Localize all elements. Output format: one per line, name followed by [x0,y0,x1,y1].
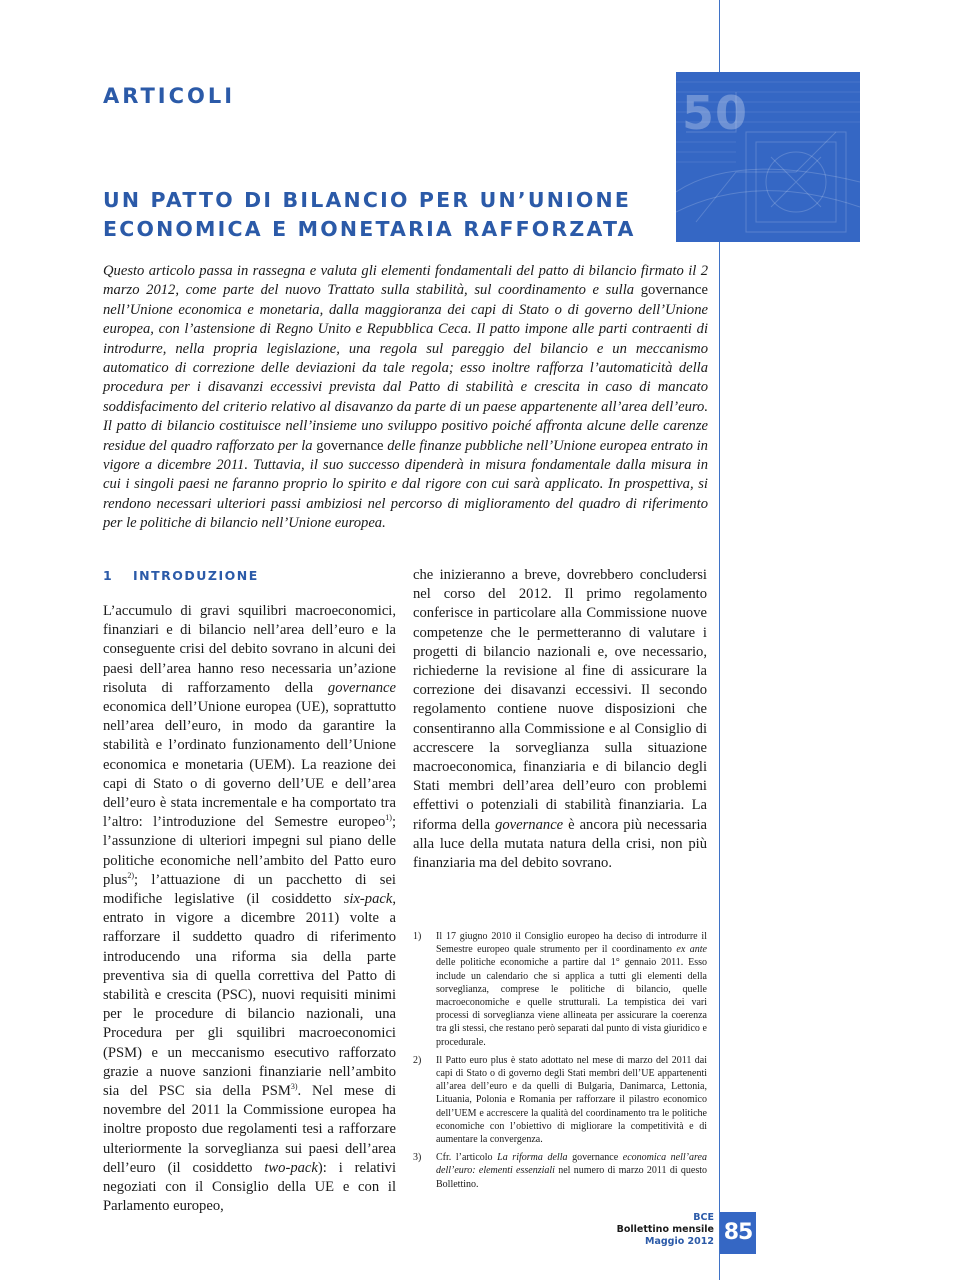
footnote: 3) Cfr. l’articolo La riforma della governance economica nell’area dell’euro: elementi essenziali nel numero di marzo 2011 di questo Bollettino. [413,1152,708,1190]
footnote-ref-1[interactable]: 1) [385,813,392,823]
article-title: UN PATTO DI BILANCIO PER UN’UNIONE ECONOMICA E MONETARIA RAFFORZATA [103,188,636,241]
section-number: 1 [103,568,114,583]
section-label: ARTICOLI [103,84,236,108]
publisher-label: BCE [693,1212,714,1223]
publication-label: Bollettino mensile [616,1224,714,1235]
section-heading [103,568,259,583]
banknote-number: 50 [682,86,749,140]
banknote-illustration [676,72,860,242]
footnote-ref-3[interactable]: 3) [290,1082,298,1092]
footnote: 1) Il 17 giugno 2010 il Consiglio europeo ha deciso di introdurre il Semestre europeo quale strumento per il coordinamento ex ante delle politiche economiche a partire dal 1° gennaio 2011. Esso include un calendario che si applica a tutti gli elementi della sorveglianza, comprese le politiche di bilancio, quelle macroeconomiche e quelle strutturali. La tempistica dei vari processi di sorveglianza viene allineata per assicurare la coerenza tra gli stessi, che restano però separati dal punto di vista giuridico e procedurale. [413,931,707,1048]
footnotes [413,930,707,1196]
page-number: 85 [720,1212,756,1254]
section-title: INTRODUZIONE [133,568,259,583]
footnote: 2) Il Patto euro plus è stato adottato nel mese di marzo del 2011 dai capi di Stato o di governo degli Stati membri dell’UE appartenenti all’area dell’euro e da quelli di Bulgaria, Danimarca, Lettonia, Lituania, Polonia e Romania per rafforzare il pilastro economico dell’UEM e accrescere la qualità del coordinamento tra le politiche economiche con l’obiettivo di migliorare la competitività e di aumentare la convergenza. [413,1054,707,1146]
body-column-left: L’accumulo di gravi squilibri macroeconomici, finanziari e di bilancio nell’area dell’euro e la conseguente crisi del debito sovrano in alcuni dei paesi dell’area hanno reso necessaria un’azione risoluta di rafforzamento della governance economica dell’Unione europea (UE), soprattutto nell’area dell’euro, in modo da garantire la stabilità e l’ordinato funzionamento dell’Unione economica e monetaria (UEM). La reazione dei capi di Stato o di governo dell’UE e dell’area dell’euro è stata incrementale e ha comportato tra l’altro: l’introduzione del Semestre europeo$^{1)}$; l’assunzione di ulteriori impegni sul piano delle politiche economiche nell’ambito del Patto euro plus$^{2)}$; l’attuazione di un pacchetto di sei modifiche legislative (il cosiddetto six-pack, entrato in vigore a dicembre 2011) volte a rafforzare il suddetto quadro di riferimento introducendo una riforma sia della parte preventiva sia di quella correttiva del Patto di stabilità e crescita (PSC), nuovi requisiti minimi per le procedure di bilancio nazionali, una Procedura per gli squilibri macroeconomici (PSM) e un meccanismo esecutivo rafforzato grazie a nuove sanzioni finanziarie nell’ambito sia del PSC sia della PSM$^{3)}$. Nel mese di novembre del 2011 la Commissione europea ha inoltre proposto due regolamenti tesi a rafforzare ulteriormente la sorveglianza sui paesi dell’area dell’euro (il cosiddetto two-pack): i relativi negoziati con il Consiglio della UE e con il Parlamento europeo, [103,603,396,1215]
issue-label: Maggio 2012 [645,1236,714,1247]
footnote-ref-2[interactable]: 2) [127,870,134,880]
abstract: Questo articolo passa in rassegna e valuta gli elementi fondamentali del patto di bilancio firmato il 2 marzo 2012, come parte del nuovo Trattato sulla stabilità, sul coordinamento e sulla governance nell’Unione economica e monetaria, dalla maggioranza dei capi di Stato o di governo dell’Unione europea, con l’astensione di Regno Unito e Repubblica Ceca. Il patto impone alle parti contraenti di introdurre, nella propria legislazione, una regola sul pareggio del bilancio e un meccanismo automatico di correzione delle deviazioni da tale regola; esso inoltre rafforza l’automaticità della procedura per i disavanzi eccessivi prevista dal Patto di stabilità e crescita in caso di mancato soddisfacimento del criterio relativo al disavanzo da parte di un paese appartenente all’area dell’euro. Il patto di bilancio costituisce nell’insieme uno sviluppo positivo poiché affronta alcune delle carenze residue del quadro rafforzato per la governance delle finanze pubbliche nell’Unione europea entrato in vigore a dicembre 2011. Tuttavia, il suo successo dipenderà in misura fondamentale dalla misura in cui i singoli paesi ne faranno proprio lo spirito e dal rigore con cui sarà applicato. In prospettiva, si rendono necessari ulteriori passi ambiziosi nel percorso di miglioramento del quadro di riferimento per le politiche di bilancio nell’Unione europea. [103,263,708,532]
body-column-right: che inizieranno a breve, dovrebbero concludersi nel corso del 2012. Il primo regolamento conferisce in particolare alla Commissione nuove competenze che le permetteranno di valutare i progetti di bilancio nazionali e, ove necessario, richiederne la revisione al fine di assicurare la correzione dei disavanzi eccessivi. Il secondo regolamento contiene nuove disposizioni che consentiranno alla Commissione e al Consiglio di accrescere la sorveglianza sulla situazione macroeconomica, finanziaria e di bilancio degli Stati membri dell’area dell’euro con problemi effettivi o potenziali di stabilità finanziaria. La riforma della governance è ancora più necessaria alla luce della mutata natura della crisi, non più finanziaria ma del debito sovrano. [413,567,708,872]
page-footer [617,1212,714,1248]
